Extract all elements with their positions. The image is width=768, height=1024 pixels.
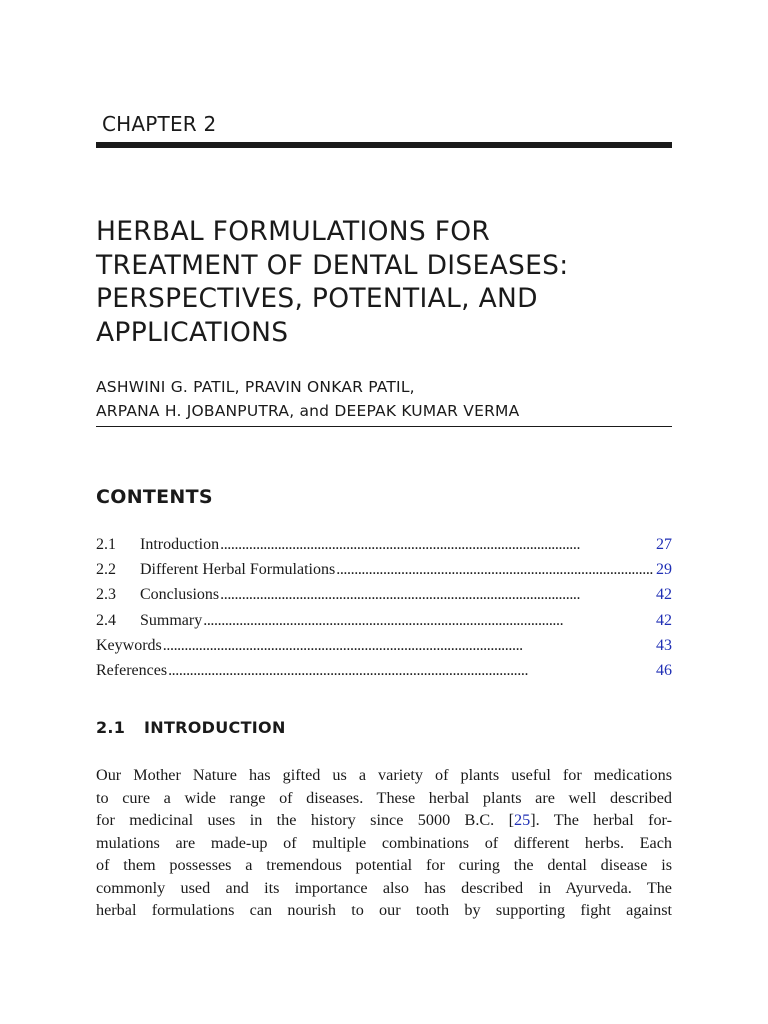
title-line: TREATMENT OF DENTAL DISEASES: [96,249,569,281]
toc-entry-different-herbal-formulations[interactable] [96,557,672,582]
title-line: APPLICATIONS [96,316,289,348]
paragraph-line: to cure a wide range of diseases. These herbal plants are well described [96,788,672,807]
toc-entry-references[interactable] [96,658,672,683]
toc-entry-keywords[interactable] [96,633,672,658]
section-title: INTRODUCTION [144,718,286,737]
author-rule [96,426,672,427]
toc-page-link[interactable]: 27 [656,536,672,553]
body-paragraph [96,764,672,922]
toc-entry-introduction[interactable] [96,532,672,557]
toc-label: Introduction [140,536,220,553]
toc-leader [220,582,653,607]
toc-page-link[interactable]: 46 [656,661,672,679]
toc-page-link[interactable]: 43 [656,636,672,654]
paragraph-line: herbal formulations can nourish to our tooth by supporting fight against [96,901,672,919]
line-text: for medicinal uses in the history since 5000 B.C. [ [96,811,514,829]
table-of-contents [96,532,672,683]
paragraph-line: of them possesses a tremendous potential for curing the dental disease is [96,856,672,874]
author-list [96,375,672,423]
toc-leader [220,532,653,557]
toc-leader [163,633,653,658]
title-line: PERSPECTIVES, POTENTIAL, AND [96,283,538,314]
citation-link[interactable]: 25 [514,811,531,829]
toc-entry-summary[interactable] [96,608,672,633]
toc-page-link[interactable]: 42 [656,586,672,604]
author-line-2: ARPANA H. JOBANPUTRA, and DEEPAK KUMAR VERMA [96,402,520,420]
paragraph-line: commonly used and its importance also has described in Ayurveda. The [96,878,672,897]
toc-leader [336,557,653,582]
author-line-1: ASHWINI G. PATIL, PRAVIN ONKAR PATIL, [96,378,415,396]
toc-entry-conclusions[interactable] [96,582,672,607]
toc-number: 2.4 [96,611,116,629]
paragraph-line: mulations are made-up of multiple combinations of different herbs. Each [96,833,672,852]
toc-number: 2.3 [96,586,116,604]
toc-page-link[interactable]: 29 [656,561,672,579]
chapter-rule [96,142,672,148]
section-heading [96,718,286,737]
paragraph-line: Our Mother Nature has gifted us a variety of plants useful for medications [96,766,672,784]
toc-label: Summary [140,611,203,629]
toc-label: Keywords [96,636,162,654]
toc-leader [168,658,653,683]
chapter-title [96,215,672,349]
toc-label: References [96,661,168,679]
paragraph-line [96,809,672,832]
line-text: ]. The herbal for- [530,811,673,829]
toc-label: Different Herbal Formulations [140,561,336,579]
title-line: HERBAL FORMULATIONS FOR [96,216,491,247]
toc-number: 2.2 [96,561,116,579]
toc-leader [203,608,653,633]
contents-heading: CONTENTS [96,486,213,508]
toc-page-link[interactable]: 42 [656,611,672,629]
toc-label: Conclusions [140,586,220,604]
toc-number: 2.1 [96,536,116,553]
section-number: 2.1 [96,718,126,737]
chapter-label: CHAPTER 2 [102,112,217,136]
